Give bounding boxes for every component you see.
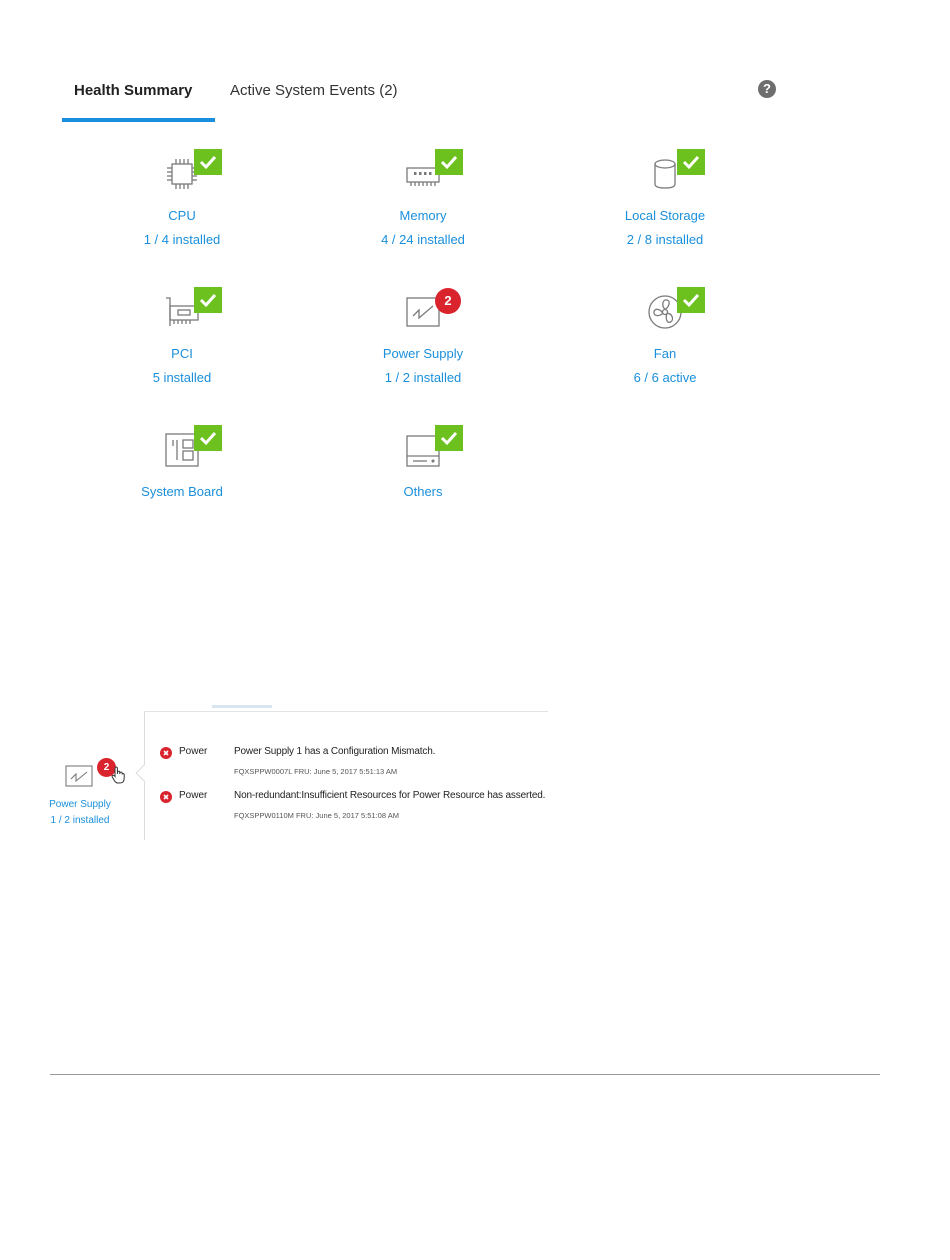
event-row[interactable] <box>160 790 548 830</box>
ok-check-icon <box>194 287 222 313</box>
active-tab-indicator <box>62 118 215 122</box>
event-type: Power <box>179 790 208 801</box>
power-supply-icon[interactable] <box>65 764 93 788</box>
faded-tab-edge <box>212 705 272 708</box>
tile-power-supply[interactable] <box>323 294 523 404</box>
error-circle-icon <box>160 791 172 803</box>
error-count-badge: 2 <box>435 288 461 314</box>
footer-divider <box>50 1074 880 1075</box>
tile-name: Power Supply <box>382 346 464 361</box>
ok-check-icon <box>194 149 222 175</box>
ok-check-icon <box>435 149 463 175</box>
help-circle-icon[interactable]: ? <box>758 80 776 98</box>
tile-status: 5 installed <box>152 370 212 385</box>
tab-active-system-events[interactable]: Active System Events (2) <box>230 82 398 99</box>
ok-check-icon <box>677 149 705 175</box>
tile-status: 1 / 4 installed <box>143 232 221 247</box>
tile-name: Others <box>403 484 443 499</box>
power-supply-events-screenshot <box>48 705 548 840</box>
event-message: Non-redundant:Insufficient Resources for Power Resource has asserted. <box>234 790 546 801</box>
error-circle-icon <box>160 747 172 759</box>
tile-name: CPU <box>168 208 196 223</box>
event-meta: FQXSPPW0110M FRU: June 5, 2017 5:51:08 AM <box>234 811 399 820</box>
tile-status: 1 / 2 installed <box>384 370 462 385</box>
ok-check-icon <box>435 425 463 451</box>
tile-status: 1 / 2 installed <box>50 815 110 826</box>
tile-system-board[interactable] <box>82 432 282 542</box>
tile-name: PCI <box>171 346 193 361</box>
event-row[interactable] <box>160 746 548 786</box>
tile-status: 6 / 6 active <box>633 370 697 385</box>
error-count-badge: 2 <box>97 758 116 777</box>
tile-name: Power Supply <box>49 799 111 810</box>
tile-fan[interactable] <box>565 294 765 404</box>
tile-cpu[interactable] <box>82 156 282 266</box>
event-type: Power <box>179 746 208 757</box>
ok-check-icon <box>194 425 222 451</box>
tile-memory[interactable] <box>323 156 523 266</box>
event-meta: FQXSPPW0007L FRU: June 5, 2017 5:51:13 AM <box>234 767 398 776</box>
ok-check-icon <box>677 287 705 313</box>
tile-name: System Board <box>141 484 223 499</box>
event-message: Power Supply 1 has a Configuration Mismatch. <box>234 746 436 757</box>
tile-others[interactable] <box>323 432 523 542</box>
tile-pci[interactable] <box>82 294 282 404</box>
tile-status: 2 / 8 installed <box>626 232 704 247</box>
tile-status: 4 / 24 installed <box>381 232 465 247</box>
tile-local-storage[interactable] <box>565 156 765 266</box>
tab-health-summary[interactable]: Health Summary <box>74 82 193 99</box>
tile-name: Memory <box>399 208 447 223</box>
hand-cursor-icon <box>111 766 125 784</box>
tile-name: Local Storage <box>624 208 706 223</box>
tile-name: Fan <box>653 346 677 361</box>
